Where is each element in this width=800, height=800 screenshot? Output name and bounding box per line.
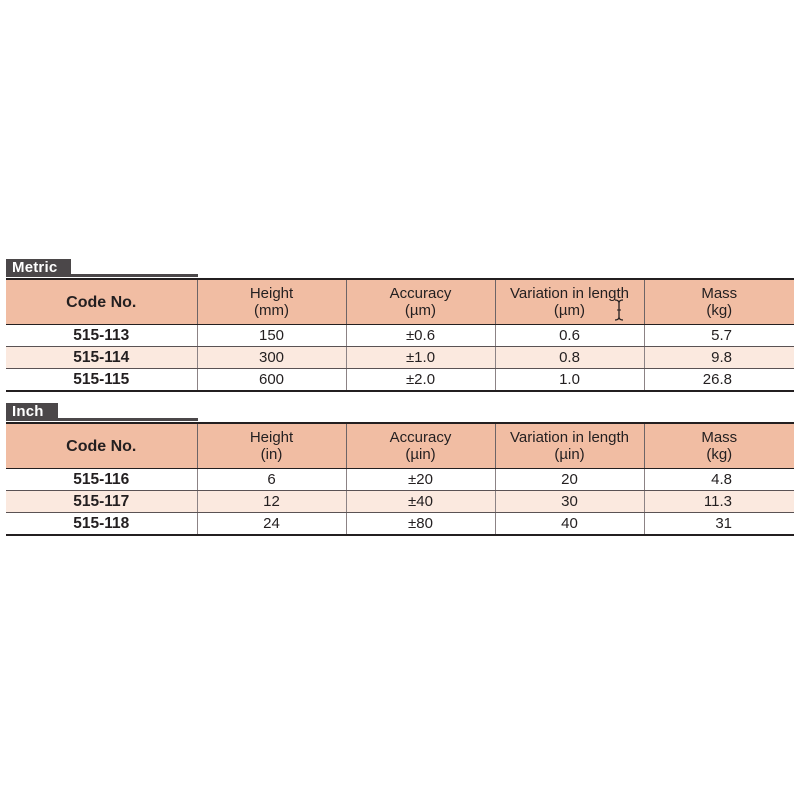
height-cell: 600 <box>197 369 346 392</box>
code-cell: 515-115 <box>6 369 197 392</box>
metric-header-accuracy-label: Accuracy <box>389 285 452 302</box>
accuracy-cell: ±20 <box>346 469 495 491</box>
inch-spec-table <box>6 422 794 536</box>
variation-cell: 0.6 <box>495 325 644 347</box>
inch-header-variation-unit: (µin) <box>554 446 585 463</box>
metric-header-mass <box>644 279 794 325</box>
inch-header-height-unit: (in) <box>260 446 283 463</box>
metric-header-height-label: Height <box>249 285 294 302</box>
inch-section-label: Inch <box>6 403 58 421</box>
table-row <box>6 325 794 347</box>
metric-header-accuracy <box>346 279 495 325</box>
inch-header-accuracy <box>346 423 495 469</box>
accuracy-cell: ±1.0 <box>346 347 495 369</box>
metric-header-variation-unit: (µm) <box>553 302 586 319</box>
inch-header-mass-label: Mass <box>701 429 738 446</box>
table-row <box>6 469 794 491</box>
mass-cell: 9.8 <box>644 347 794 369</box>
height-cell: 6 <box>197 469 346 491</box>
code-cell: 515-118 <box>6 513 197 536</box>
inch-tag-row <box>6 400 794 422</box>
metric-header-height <box>197 279 346 325</box>
metric-header-code: Code No. <box>6 279 197 325</box>
height-cell: 12 <box>197 491 346 513</box>
mass-cell: 4.8 <box>644 469 794 491</box>
accuracy-cell: ±2.0 <box>346 369 495 392</box>
code-cell: 515-117 <box>6 491 197 513</box>
inch-header-accuracy-unit: (µin) <box>405 446 436 463</box>
code-cell: 515-116 <box>6 469 197 491</box>
metric-tag-row <box>6 256 794 278</box>
variation-cell: 40 <box>495 513 644 536</box>
table-row <box>6 347 794 369</box>
inch-header-code: Code No. <box>6 423 197 469</box>
inch-header-variation <box>495 423 644 469</box>
code-cell: 515-113 <box>6 325 197 347</box>
inch-header-accuracy-label: Accuracy <box>389 429 452 446</box>
metric-header-variation-label: Variation in length <box>510 285 629 302</box>
variation-cell: 30 <box>495 491 644 513</box>
metric-header-height-unit: (mm) <box>254 302 289 319</box>
mass-cell: 31 <box>644 513 794 536</box>
mass-cell: 26.8 <box>644 369 794 392</box>
inch-header-row <box>6 423 794 469</box>
height-cell: 300 <box>197 347 346 369</box>
inch-header-mass-unit: (kg) <box>706 446 733 463</box>
table-row <box>6 513 794 536</box>
table-row <box>6 369 794 392</box>
variation-cell: 1.0 <box>495 369 644 392</box>
inch-section <box>6 400 794 536</box>
inch-header-height-label: Height <box>249 429 294 446</box>
inch-header-height <box>197 423 346 469</box>
code-cell: 515-114 <box>6 347 197 369</box>
mass-cell: 11.3 <box>644 491 794 513</box>
metric-header-accuracy-unit: (µm) <box>404 302 437 319</box>
metric-header-mass-unit: (kg) <box>706 302 733 319</box>
accuracy-cell: ±40 <box>346 491 495 513</box>
variation-cell: 20 <box>495 469 644 491</box>
text-cursor-icon <box>614 299 624 321</box>
inch-header-mass <box>644 423 794 469</box>
inch-header-variation-label: Variation in length <box>510 429 629 446</box>
metric-header-mass-label: Mass <box>701 285 738 302</box>
metric-header-row <box>6 279 794 325</box>
metric-section <box>6 256 794 392</box>
accuracy-cell: ±80 <box>346 513 495 536</box>
table-row <box>6 491 794 513</box>
height-cell: 24 <box>197 513 346 536</box>
mass-cell: 5.7 <box>644 325 794 347</box>
metric-spec-table <box>6 278 794 392</box>
height-cell: 150 <box>197 325 346 347</box>
metric-section-label: Metric <box>6 259 71 277</box>
accuracy-cell: ±0.6 <box>346 325 495 347</box>
variation-cell: 0.8 <box>495 347 644 369</box>
